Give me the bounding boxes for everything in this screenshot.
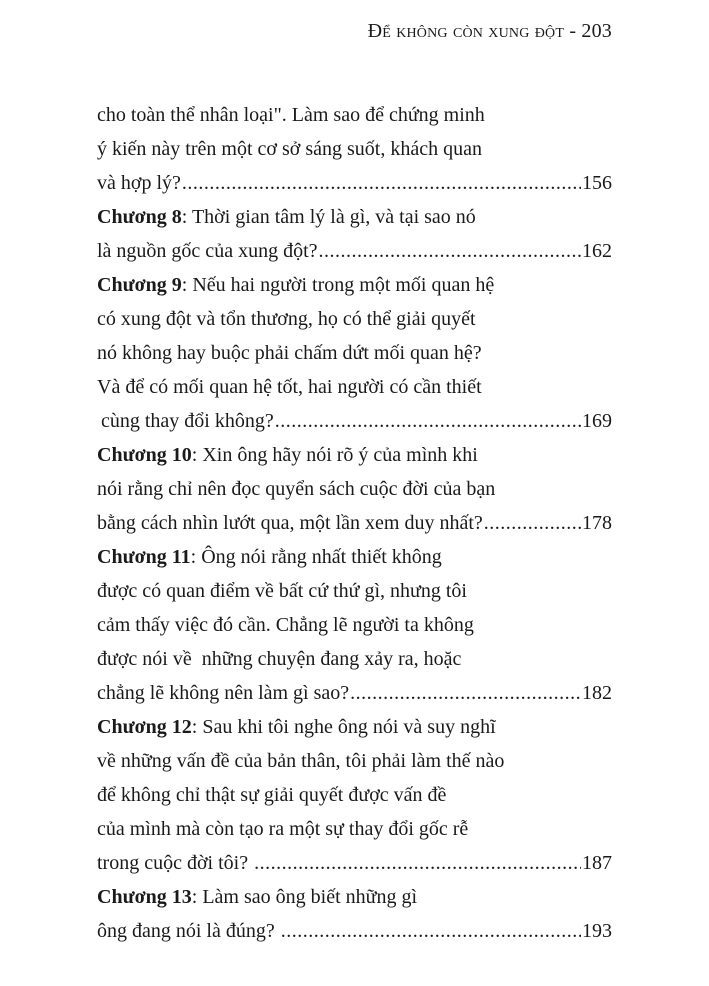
toc-line: về những vấn đề của bản thân, tôi phải làm thế nào <box>97 750 505 772</box>
toc-page-number: 182 <box>582 682 612 704</box>
page-number: 203 <box>581 20 612 42</box>
toc-chapter-heading: Chương 10: Xin ông hãy nói rõ ý của mình khi <box>97 444 478 466</box>
toc-page-number: 193 <box>582 920 612 942</box>
chapter-label: Chương 8 <box>97 206 182 228</box>
toc-entry-last-line: ông đang nói là đúng? ..... 193 <box>97 914 612 948</box>
toc-line: cho toàn thể nhân loại". Làm sao để chứng minh <box>97 104 485 126</box>
chapter-label: Chương 9 <box>97 274 182 296</box>
book-title: Để không còn xung đột <box>367 20 565 42</box>
toc-page-number: 156 <box>582 172 612 194</box>
toc-line: của mình mà còn tạo ra một sự thay đổi gốc rễ <box>97 818 469 840</box>
dot-leader <box>350 676 581 710</box>
chapter-label: Chương 11 <box>97 546 191 568</box>
chapter-label: Chương 13 <box>97 886 192 908</box>
toc-entry-last-line: và hợp lý? ..... 156 <box>97 166 612 200</box>
toc-page-number: 178 <box>582 512 612 534</box>
dot-leader <box>319 234 582 268</box>
dot-leader <box>275 404 581 438</box>
dot-leader <box>254 846 581 880</box>
dot-leader <box>182 166 581 200</box>
toc-line: nó không hay buộc phải chấm dứt mối quan hệ? <box>97 342 482 364</box>
toc-entry-last-line: chẳng lẽ không nên làm gì sao? ..... 182 <box>97 676 612 710</box>
toc-chapter-heading: Chương 11: Ông nói rằng nhất thiết không <box>97 546 442 568</box>
toc-chapter-heading: Chương 9: Nếu hai người trong một mối quan hệ <box>97 274 495 296</box>
toc-chapter-heading: Chương 13: Làm sao ông biết những gì <box>97 886 418 908</box>
toc-entry-last-line: là nguồn gốc của xung đột? ..... 162 <box>97 234 612 268</box>
toc-line: để không chỉ thật sự giải quyết được vấn đề <box>97 784 447 806</box>
toc-line: được nói về những chuyện đang xảy ra, hoặc <box>97 648 462 670</box>
toc-line: có xung đột và tổn thương, họ có thể giải quyết <box>97 308 476 330</box>
dot-leader <box>281 914 581 948</box>
chapter-label: Chương 12 <box>97 716 192 738</box>
chapter-label: Chương 10 <box>97 444 192 466</box>
toc-line: cảm thấy việc đó cần. Chẳng lẽ người ta không <box>97 614 474 636</box>
running-header <box>368 20 612 43</box>
dot-leader <box>484 506 581 540</box>
toc-line: được có quan điểm về bất cứ thứ gì, nhưng tôi <box>97 580 467 602</box>
toc-chapter-heading: Chương 8: Thời gian tâm lý là gì, và tại sao nó <box>97 206 476 228</box>
header-separator: - <box>564 20 582 42</box>
toc-line: Và để có mối quan hệ tốt, hai người có cần thiết <box>97 376 482 398</box>
toc-entry-last-line: trong cuộc đời tôi? ..... 187 <box>97 846 612 880</box>
toc-page-number: 169 <box>582 410 612 432</box>
toc-entry-last-line: bằng cách nhìn lướt qua, một lần xem duy nhất? ..... 178 <box>97 506 612 540</box>
toc-page-number: 187 <box>582 852 612 874</box>
table-of-contents <box>97 98 612 948</box>
toc-chapter-heading: Chương 12: Sau khi tôi nghe ông nói và suy nghĩ <box>97 716 496 738</box>
toc-line: ý kiến này trên một cơ sở sáng suốt, khách quan <box>97 138 482 160</box>
toc-entry-last-line: cùng thay đổi không? ..... 169 <box>97 404 612 438</box>
toc-page-number: 162 <box>582 240 612 262</box>
toc-line: nói rằng chỉ nên đọc quyển sách cuộc đời của bạn <box>97 478 496 500</box>
